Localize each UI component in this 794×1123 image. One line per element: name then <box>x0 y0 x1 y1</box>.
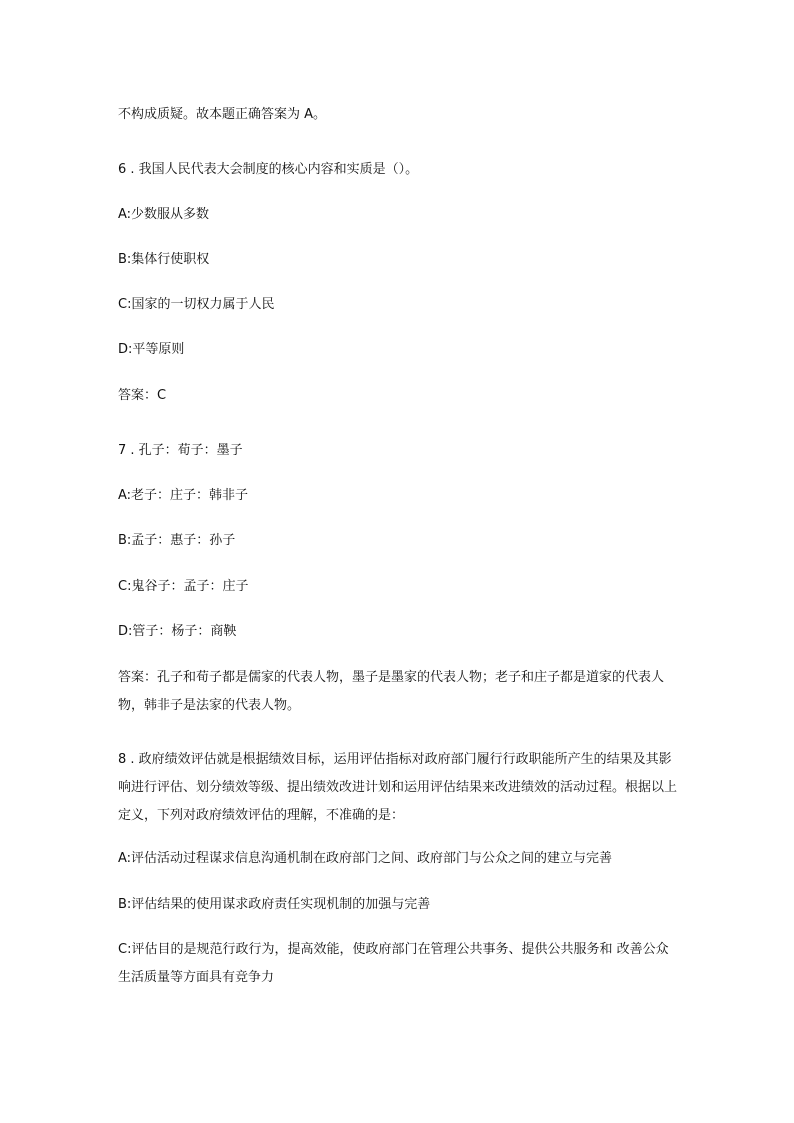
q7-option-c: C:鬼谷子：孟子：庄子 <box>118 579 249 594</box>
q7-option-a: A:老子：庄子：韩非子 <box>118 488 249 503</box>
q7-option-d: D:管子：杨子：商鞅 <box>118 624 237 639</box>
q6-option-d: D:平等原则 <box>118 342 185 357</box>
question-6: 6 . 我国人民代表大会制度的核心内容和实质是（）。 <box>118 162 419 177</box>
q7-option-b: B:孟子：惠子：孙子 <box>118 533 236 548</box>
q6-option-b: B:集体行使职权 <box>118 252 210 267</box>
question-7: 7 . 孔子：荀子：墨子 <box>118 443 243 458</box>
paragraph-prev-answer-end: 不构成质疑。故本题正确答案为 A。 <box>118 107 327 122</box>
q6-option-a: A:少数服从多数 <box>118 207 210 222</box>
q7-answer: 答案：孔子和荀子都是儒家的代表人物，墨子是墨家的代表人物；老子和庄子都是道家的代表人物，韩非子是法家的代表人物。 <box>118 670 665 713</box>
q8-option-c: C:评估目的是规范行政行为，提高效能，使政府部门在管理公共事务、提供公共服务和 改善公众生活质量等方面具有竞争力 <box>118 942 669 985</box>
q6-answer: 答案：C <box>118 388 167 403</box>
q6-option-c: C:国家的一切权力属于人民 <box>118 297 275 312</box>
q8-option-b: B:评估结果的使用谋求政府责任实现机制的加强与完善 <box>118 897 431 912</box>
question-8: 8 . 政府绩效评估就是根据绩效目标，运用评估指标对政府部门履行行政职能所产生的结果及其影响进行评估、划分绩效等级、提出绩效改进计划和运用评估结果来改进绩效的活动过程。根据以上定义，下列对政府绩效评估的理解，不准确的是： <box>118 752 678 823</box>
q8-option-a: A:评估活动过程谋求信息沟通机制在政府部门之间、政府部门与公众之间的建立与完善 <box>118 851 613 866</box>
